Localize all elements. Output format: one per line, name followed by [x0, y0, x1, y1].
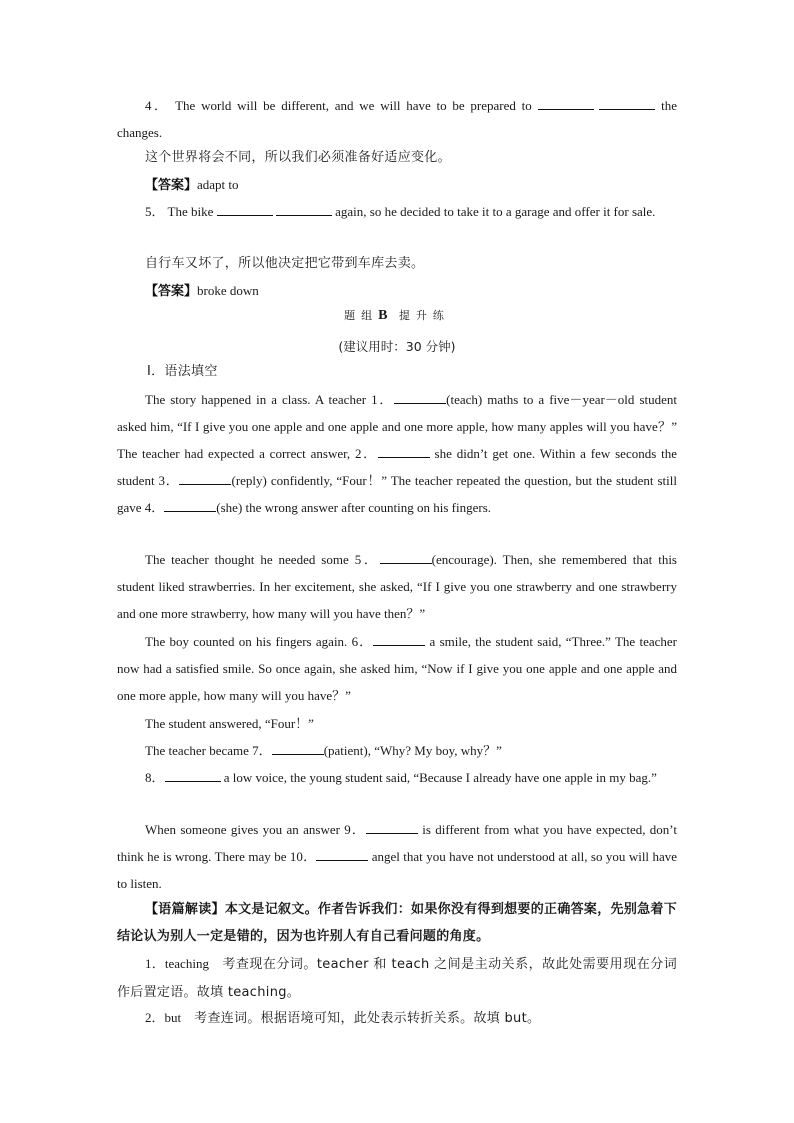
blank-2[interactable]	[378, 444, 430, 458]
blank-4b[interactable]	[599, 96, 655, 110]
blank-3[interactable]	[179, 471, 231, 485]
blank-5b[interactable]	[276, 202, 332, 216]
blank-10[interactable]	[316, 847, 368, 861]
blank-5[interactable]	[380, 550, 432, 564]
question-4: 4． The world will be different, and we will have to be prepared to the changes.	[117, 98, 677, 140]
passage-paragraph-2: The teacher thought he needed some 5． (encourage). Then, she remembered that this student liked strawberries. In her excitement, she asked, “If I give you one strawberry and one strawberry and one more strawberry, how many will you have then？”	[117, 552, 677, 621]
blank-6[interactable]	[373, 632, 425, 646]
blank-5a[interactable]	[217, 202, 273, 216]
blank-1[interactable]	[394, 390, 446, 404]
passage-paragraph-3: The boy counted on his fingers again. 6． a smile, the student said, “Three.” The teacher now had a satisfied smile. So once again, she asked him, “Now if I give you one apple and one apple and one more apple, how many will you have？”	[117, 634, 677, 703]
analysis-answer-2: 2．but 考查连词。根据语境可知，此处表示转折关系。故填 but。	[145, 1010, 541, 1026]
question-5: 5． The bike again, so he decided to take it to a garage and offer it for sale.	[145, 204, 656, 219]
passage-analysis: 【语篇解读】本文是记叙文。作者告诉我们：如果你没有得到想要的正确答案，先别急着下结论认为别人一定是错的，因为也许别人有自己看问题的角度。	[117, 902, 678, 944]
question-4-answer: 【答案】adapt to	[145, 177, 239, 193]
blank-4a[interactable]	[538, 96, 594, 110]
passage-paragraph-4: The student answered, “Four！”	[145, 716, 314, 731]
question-4-translation: 这个世界将会不同，所以我们必须准备好适应变化。	[145, 150, 451, 165]
passage-paragraph-1: The story happened in a class. A teacher 1． (teach) maths to a five－year－old student asked him, “If I give you one apple and one apple and one more apple, how many apples will you have？” The teacher had expected a correct answer, 2． she didn’t get one. Within a few seconds the student 3． (reply) confidently, “Four！” The teacher repeated the question, but the student still gave 4． (she) the wrong answer after counting on his fingers.	[117, 392, 678, 515]
passage-paragraph-7: When someone gives you an answer 9． is different from what you have expected, don’t think he is wrong. There may be 10． angel that you have not understood at all, so you will have to listen.	[117, 822, 678, 891]
blank-7[interactable]	[272, 741, 324, 755]
suggested-time: (建议用时：30 分钟)	[338, 339, 456, 354]
passage-paragraph-5: The teacher became 7． (patient), “Why? My boy, why？”	[145, 743, 502, 758]
analysis-answer-1: 1．teaching 考查现在分词。teacher 和 teach 之间是主动关系，故此处需要用现在分词作后置定语。故填 teaching。	[117, 956, 677, 1000]
section-title: 题组B 提升练	[344, 308, 450, 323]
part-heading: Ⅰ．语法填空	[147, 364, 218, 379]
question-5-answer: 【答案】broke down	[145, 283, 259, 299]
blank-9[interactable]	[366, 820, 418, 834]
question-5-translation: 自行车又坏了，所以他决定把它带到车库去卖。	[145, 256, 425, 271]
blank-8[interactable]	[165, 768, 221, 782]
passage-paragraph-6: 8． a low voice, the young student said, “Because I already have one apple in my bag.”	[145, 770, 657, 785]
blank-4[interactable]	[164, 498, 216, 512]
